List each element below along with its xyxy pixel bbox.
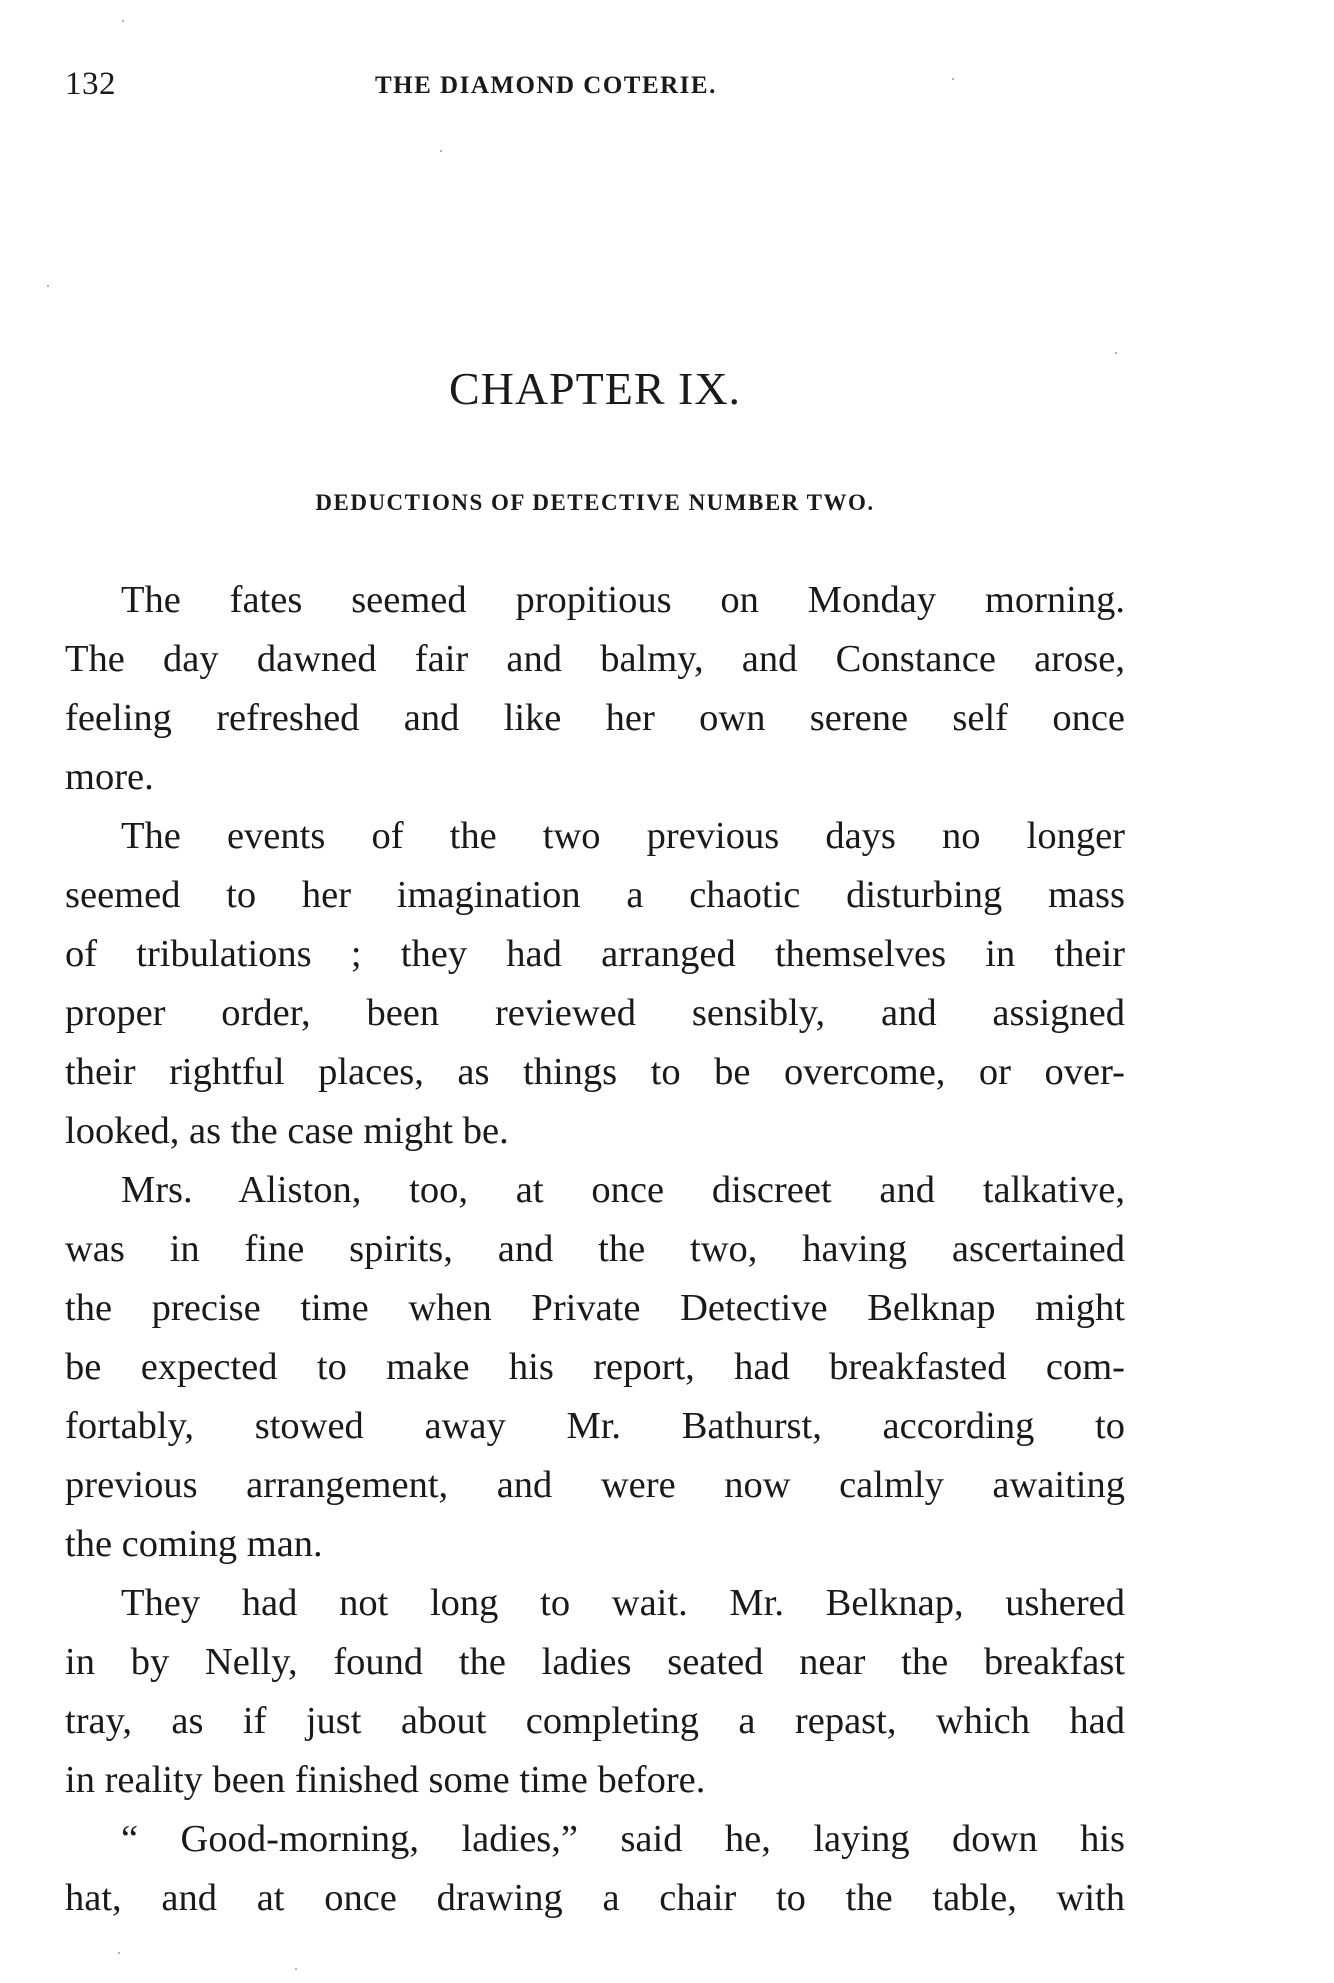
running-title: THE DIAMOND COTERIE.: [375, 72, 717, 99]
paragraph-4: [65, 1574, 1125, 1810]
paper-speck: [440, 150, 442, 152]
text-line: the precise time when Private Detective Belknap might: [65, 1287, 1125, 1329]
text-line: fortably, stowed away Mr. Bathurst, according to: [65, 1405, 1125, 1447]
text-line: previous arrangement, and were now calmly awaiting: [65, 1464, 1125, 1506]
text-line: hat, and at once drawing a chair to the table, with: [65, 1877, 1125, 1919]
text-line: the coming man.: [65, 1523, 323, 1565]
text-line: proper order, been reviewed sensibly, and assigned: [65, 992, 1125, 1034]
text-line: be expected to make his report, had breakfasted com-: [65, 1346, 1125, 1388]
paper-speck: [118, 1952, 120, 1954]
body-text: [65, 571, 1125, 1928]
paper-speck: [295, 1968, 297, 1970]
text-line: The events of the two previous days no longer: [121, 815, 1125, 857]
text-line: seemed to her imagination a chaotic disturbing mass: [65, 874, 1125, 916]
text-line: in reality been finished some time before.: [65, 1759, 706, 1801]
text-line: Mrs. Aliston, too, at once discreet and talkative,: [121, 1169, 1125, 1211]
paper-speck: [952, 78, 954, 80]
text-line: their rightful places, as things to be overcome, or over-: [65, 1051, 1125, 1093]
text-line: tray, as if just about completing a repast, which had: [65, 1700, 1125, 1742]
chapter-subtitle: DEDUCTIONS OF DETECTIVE NUMBER TWO.: [315, 490, 875, 515]
chapter-heading: CHAPTER IX.: [448, 363, 742, 414]
paper-speck: [1115, 352, 1117, 354]
text-line: The day dawned fair and balmy, and Constance arose,: [65, 638, 1125, 680]
text-line: “ Good-morning, ladies,” said he, laying down his: [121, 1818, 1125, 1860]
text-line: was in fine spirits, and the two, having ascertained: [65, 1228, 1125, 1270]
paper-speck: [122, 20, 124, 22]
paragraph-1: [65, 571, 1125, 807]
paragraph-2: [65, 807, 1125, 1161]
paragraph-3: [65, 1161, 1125, 1574]
running-head: [65, 66, 1125, 116]
text-line: They had not long to wait. Mr. Belknap, ushered: [121, 1582, 1125, 1624]
paper-speck: [47, 285, 49, 287]
text-line: feeling refreshed and like her own serene self once: [65, 697, 1125, 739]
text-line: looked, as the case might be.: [65, 1110, 509, 1152]
text-line: in by Nelly, found the ladies seated near the breakfast: [65, 1641, 1125, 1683]
page-number: 132: [65, 66, 116, 102]
text-line: more.: [65, 756, 154, 798]
paragraph-5: [65, 1810, 1125, 1928]
text-line: of tribulations ; they had arranged themselves in their: [65, 933, 1125, 975]
text-line: The fates seemed propitious on Monday morning.: [121, 579, 1125, 621]
